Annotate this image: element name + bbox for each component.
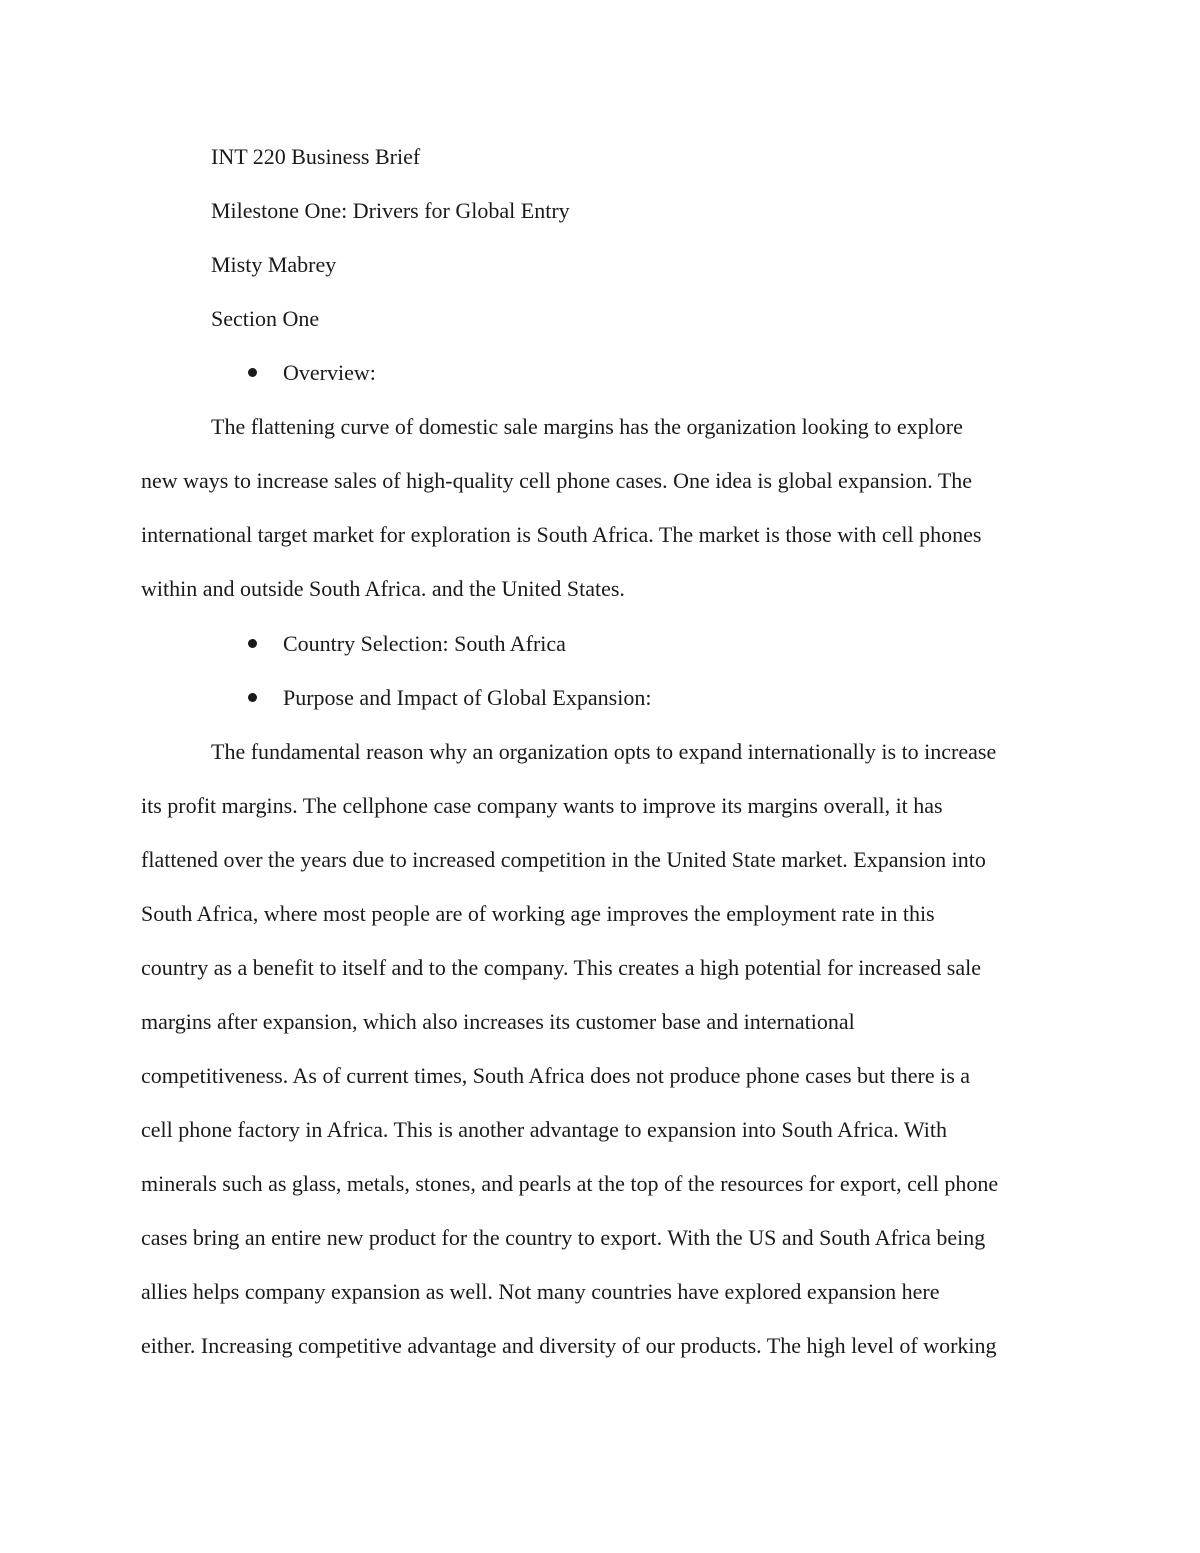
purpose-paragraph-line: minerals such as glass, metals, stones, and pearls at the top of the resources for export, cell phone — [141, 1171, 999, 1196]
purpose-paragraph-line: country as a benefit to itself and to the company. This creates a high potential for increased sale — [141, 955, 981, 980]
purpose-paragraph-line: flattened over the years due to increased competition in the United State market. Expansion into — [141, 847, 986, 872]
overview-paragraph-line: new ways to increase sales of high-quality cell phone cases. One idea is global expansion. The — [141, 468, 973, 493]
bullet-dot — [248, 368, 257, 377]
bullet-dot — [248, 639, 257, 648]
purpose-paragraph-line: competitiveness. As of current times, South Africa does not produce phone cases but there is a — [141, 1063, 971, 1088]
purpose-paragraph-line: margins after expansion, which also increases its customer base and international — [141, 1009, 855, 1034]
bullet-purpose: Purpose and Impact of Global Expansion: — [283, 685, 652, 710]
purpose-paragraph-line: either. Increasing competitive advantage and diversity of our products. The high level of working — [141, 1333, 997, 1358]
course-title: INT 220 Business Brief — [211, 144, 421, 169]
overview-paragraph-line: The flattening curve of domestic sale margins has the organization looking to explore — [211, 414, 963, 439]
author-name: Misty Mabrey — [211, 252, 337, 277]
bullet-country-selection: Country Selection: South Africa — [283, 631, 566, 656]
overview-paragraph-line: international target market for exploration is South Africa. The market is those with cell phones — [141, 522, 982, 547]
purpose-paragraph-line: cases bring an entire new product for the country to export. With the US and South Africa being — [141, 1225, 986, 1250]
purpose-paragraph-line: cell phone factory in Africa. This is another advantage to expansion into South Africa. With — [141, 1117, 947, 1142]
section-heading: Section One — [211, 306, 320, 331]
bullet-dot — [248, 693, 257, 702]
purpose-paragraph-line: South Africa, where most people are of working age improves the employment rate in this — [141, 901, 935, 926]
bullet-overview: Overview: — [283, 360, 376, 385]
overview-paragraph-line: within and outside South Africa. and the United States. — [141, 576, 625, 601]
purpose-paragraph-line: The fundamental reason why an organization opts to expand internationally is to increase — [211, 739, 997, 764]
purpose-paragraph-line: allies helps company expansion as well. Not many countries have explored expansion here — [141, 1279, 940, 1304]
purpose-paragraph-line: its profit margins. The cellphone case company wants to improve its margins overall, it has — [141, 793, 943, 818]
milestone-title: Milestone One: Drivers for Global Entry — [211, 198, 570, 223]
